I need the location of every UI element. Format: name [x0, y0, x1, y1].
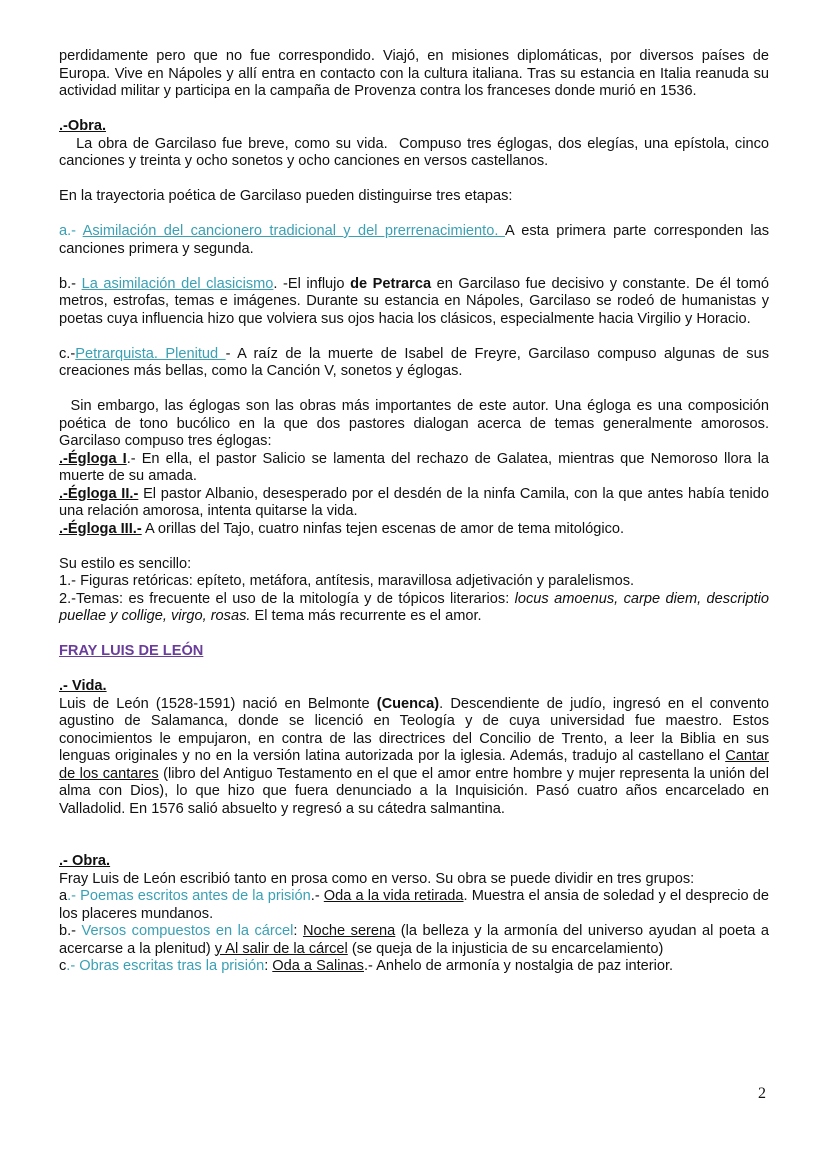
etapa-c: c.-Petrarquista. Plenitud - A raíz de la muerte de Isabel de Freyre, Garcilaso compuso algunas de sus creaciones más bellas, como la Canción V, sonetos y églogas.	[59, 345, 769, 379]
vida-text: Luis de León (1528-1591) nació en Belmonte (Cuenca). Descendiente de judío, ingresó en el convento agustino de Salamanca, donde se licenció en Teología y de cuya universidad fue maestro. Estos conocimientos le empujaron, en contra de las directrices del Concilio de Trento, a leer la Biblia en sus lenguas originales y no en la versión latina autorizada por la iglesia. Además, tradujo al castellano el Cantar de los cantares (libro del Antiguo Testamento en el que el amor entre hombre y mujer representa la unión del alma con Dios), lo que hizo que fuera denunciado a la Inquisición. Pasó cuatro años encarcelado en Valladolid. En 1576 salió absuelto y regresó a su cátedra salmantina.	[59, 695, 769, 817]
obra-heading: .-Obra.	[59, 118, 107, 134]
etapa-b-title: La asimilación del clasicismo	[81, 275, 274, 292]
fray-luis-title: FRAY LUIS DE LEÓN	[59, 643, 204, 659]
trayectoria-text: En la trayectoria poética de Garcilaso pueden distinguirse tres etapas:	[59, 188, 513, 204]
grupo-a: a.- Poemas escritos antes de la prisión.- Oda a la vida retirada. Muestra el ansia de soledad y el desprecio de los placeres mundanos.	[59, 888, 769, 922]
egloga-1: .-Égloga I.- En ella, el pastor Salicio se lamenta del rechazo de Galatea, mientras que Nemoroso llora la muerte de su amada.	[59, 450, 770, 484]
estilo-heading: Su estilo es sencillo:	[59, 555, 192, 572]
obra-luis-intro: Fray Luis de León escribió tanto en prosa como en verso. Su obra se puede dividir en tres grupos:	[59, 870, 695, 887]
etapa-a-title: Asimilación del cancionero tradicional y del prerrenacimiento.	[82, 223, 505, 239]
estilo-item-2: 2.-Temas: es frecuente el uso de la mitología y de tópicos literarios: locus amoenus, carpe diem, descriptio puellae y collige, virgo, rosas. El tema más recurrente es el amor.	[59, 590, 769, 624]
etapa-b: b.- La asimilación del clasicismo. -El influjo de Petrarca en Garcilaso fue decisivo y constante. De él tomó metros, estrofas, temas e imágenes. Durante su estancia en Nápoles, Garcilaso se rodeó de humanistas y poetas cuya influencia hizo que volviera sus ojos hacia los clásicos, especialmente hacia Virgilio y Horacio.	[59, 275, 769, 327]
obra-text: La obra de Garcilaso fue breve, como su vida. Compuso tres églogas, dos elegías, una epístola, cinco canciones y treinta y ocho sonetos y ocho canciones en versos castellanos.	[59, 135, 774, 169]
obra-luis-heading: .- Obra.	[59, 853, 111, 869]
document-page	[59, 48, 774, 976]
grupo-c: c.- Obras escritas tras la prisión: Oda a Salinas.- Anhelo de armonía y nostalgia de paz interior.	[59, 958, 674, 974]
grupo-b: b.- Versos compuestos en la cárcel: Noche serena (la belleza y la armonía del universo ayudan al poeta a acercarse a la plenitud) y Al salir de la cárcel (se queja de la injusticia de su encarcelamiento)	[59, 923, 769, 957]
estilo-item-1: 1.- Figuras retóricas: epíteto, metáfora, antítesis, maravillosa adjetivación y paralelismos.	[59, 573, 635, 589]
etapa-a: a.- Asimilación del cancionero tradicional y del prerrenacimiento. A esta primera parte corresponden las canciones primera y segunda.	[59, 223, 769, 257]
page-number: 2	[758, 1085, 766, 1102]
etapa-c-title: Petrarquista. Plenitud	[75, 345, 226, 362]
intro-paragraph: perdidamente pero que no fue correspondido. Viajó, en misiones diplomáticas, por diversos países de Europa. Vive en Nápoles y allí entra en contacto con la cultura italiana. Tras su estancia en Italia reanuda su actividad militar y participa en la campaña de Provenza contra los franceses donde murió en 1536.	[59, 48, 769, 99]
egloga-3: .-Égloga III.- A orillas del Tajo, cuatro ninfas tejen escenas de amor de tema mitológico.	[59, 520, 625, 537]
eglogas-intro: Sin embargo, las églogas son las obras más importantes de este autor. Una égloga es una composición poética de tono bucólico en la que dos pastores dialogan acerca de temas generalmente amorosos. Garcilaso compuso tres églogas:	[59, 398, 774, 449]
vida-heading: .- Vida.	[59, 678, 107, 694]
egloga-2: .-Égloga II.- El pastor Albanio, desesperado por el desdén de la ninfa Camila, con la que antes había tenido una relación amorosa, intenta quitarse la vida.	[59, 485, 769, 519]
